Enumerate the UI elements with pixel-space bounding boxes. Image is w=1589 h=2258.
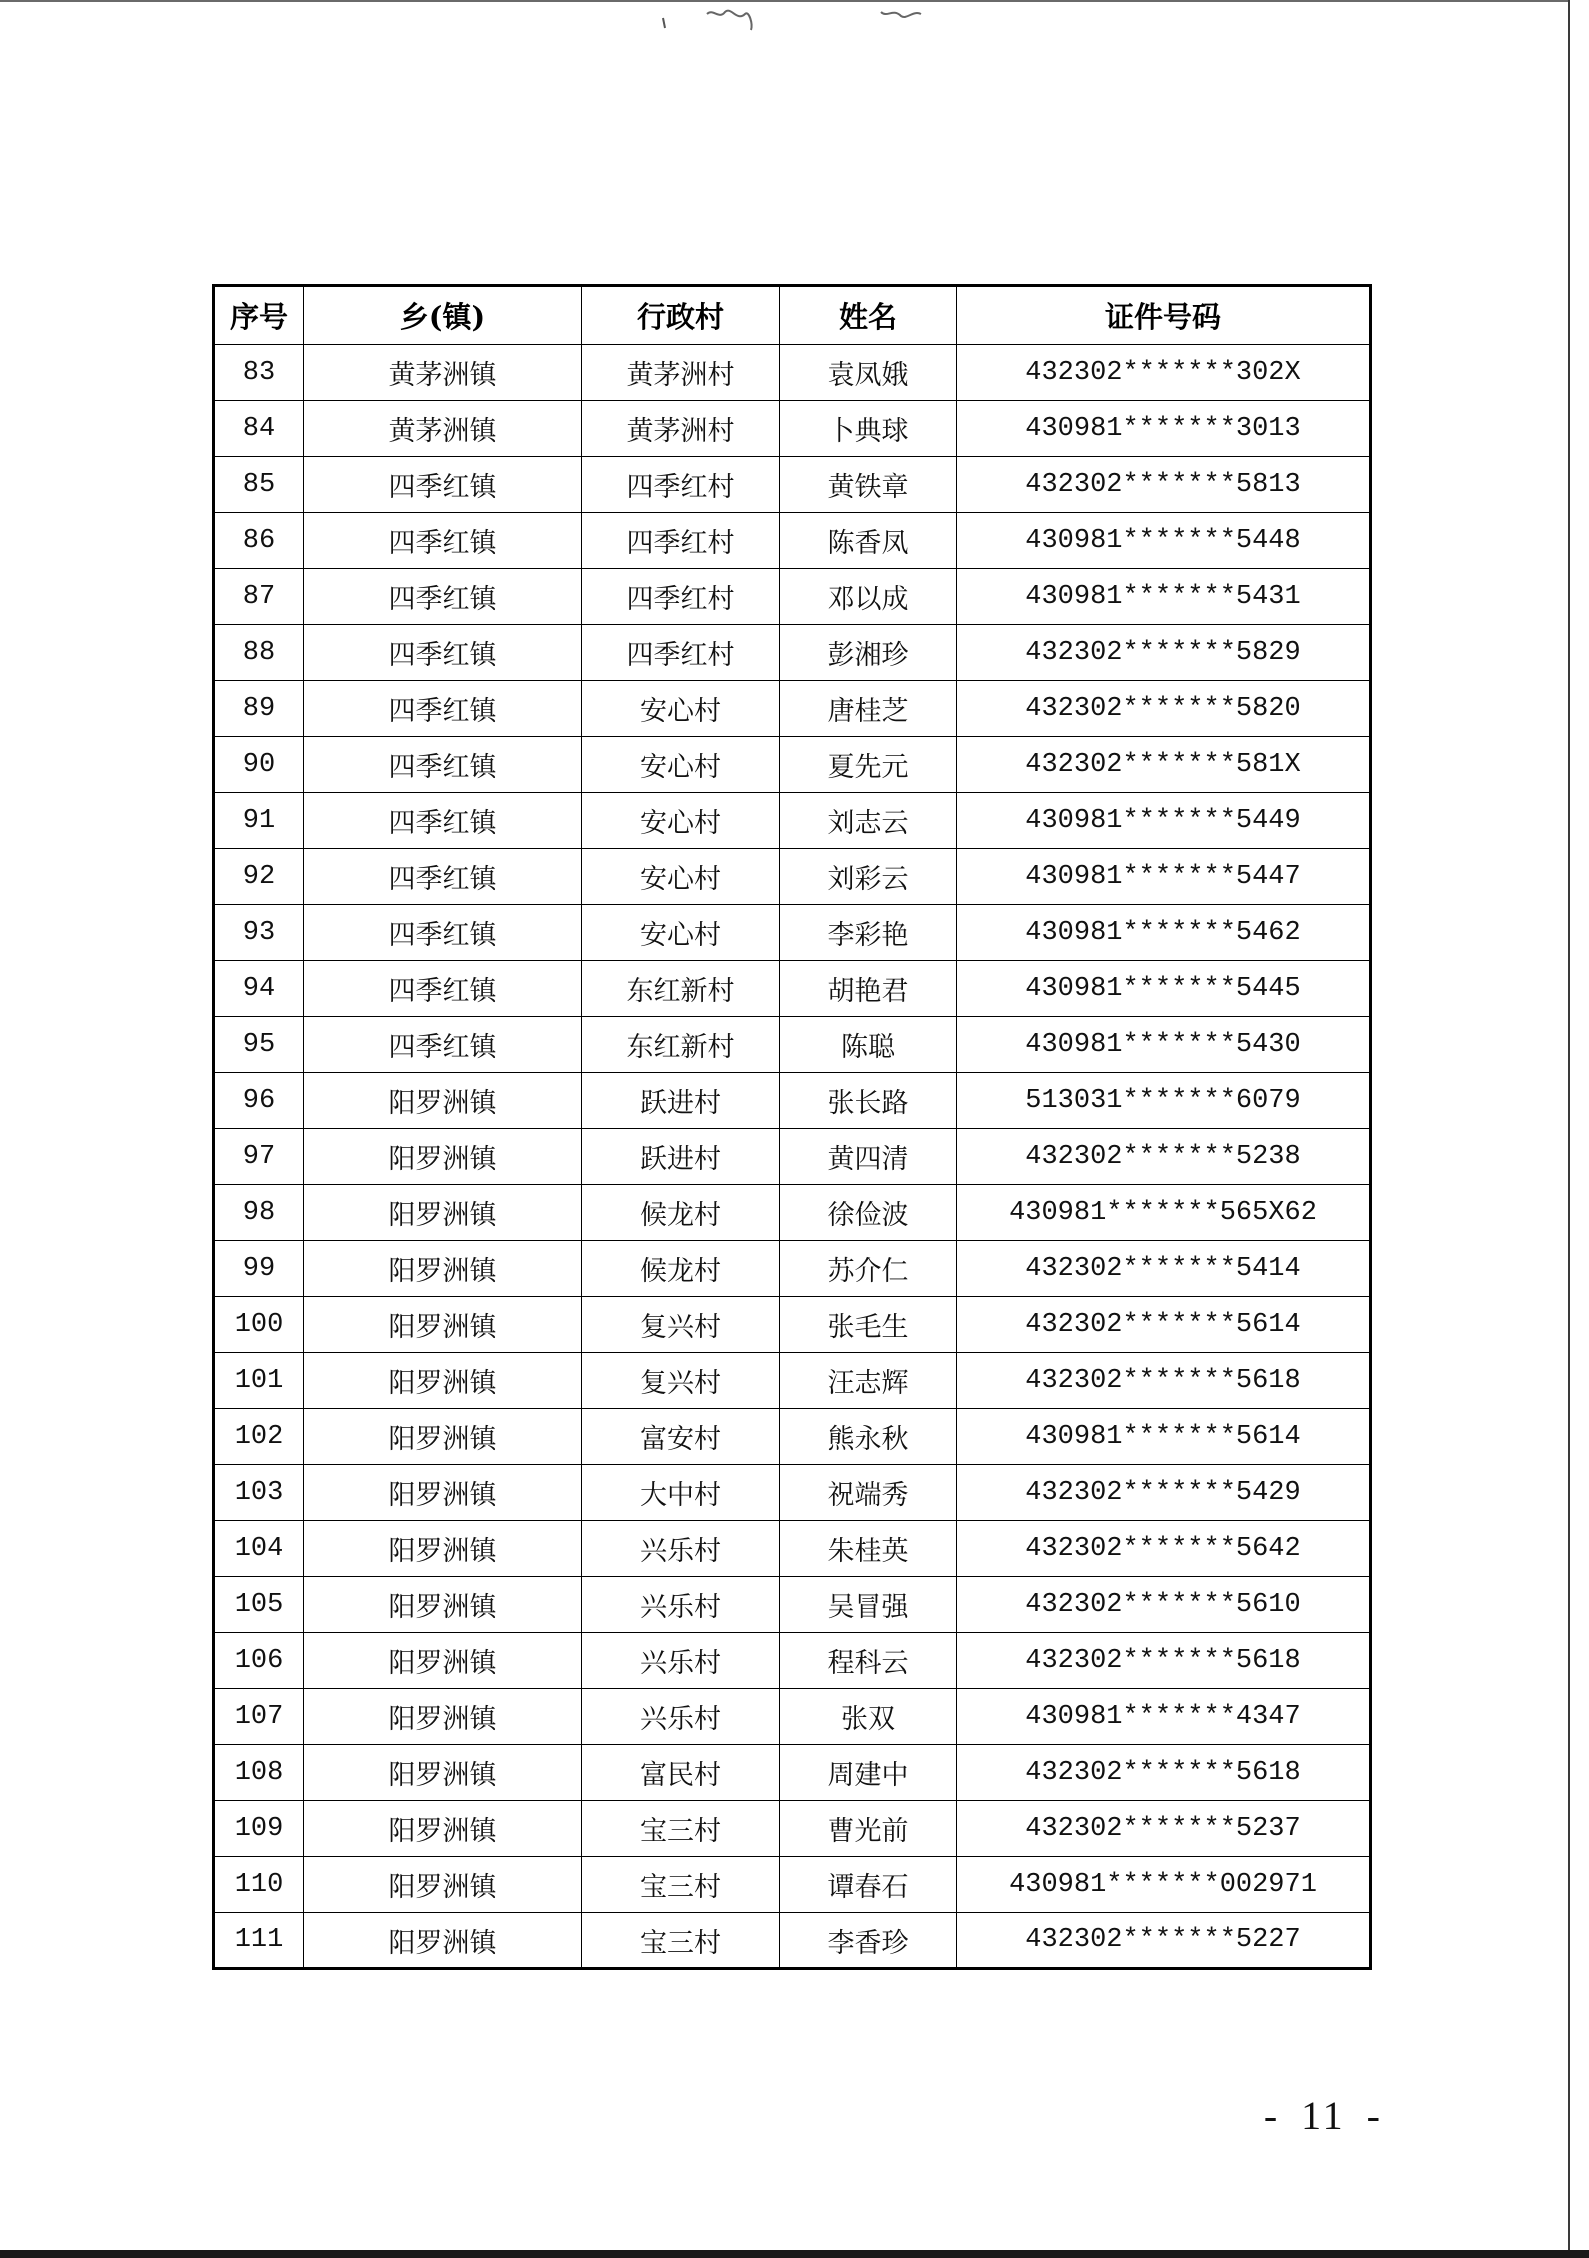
name-cell: 卜典球 [780, 401, 957, 457]
table-row [214, 1633, 1371, 1689]
table-row [214, 1241, 1371, 1297]
name-cell: 徐俭波 [780, 1185, 957, 1241]
table-row [214, 1129, 1371, 1185]
serial-cell: 98 [214, 1185, 304, 1241]
name-cell: 黄铁章 [780, 457, 957, 513]
serial-cell: 90 [214, 737, 304, 793]
serial-cell: 110 [214, 1857, 304, 1913]
table-row [214, 849, 1371, 905]
name-cell: 祝端秀 [780, 1465, 957, 1521]
header-row [214, 286, 1371, 345]
village-cell: 候龙村 [582, 1241, 780, 1297]
name-cell: 袁凤娥 [780, 345, 957, 401]
village-cell: 兴乐村 [582, 1521, 780, 1577]
town-cell: 阳罗洲镇 [304, 1185, 582, 1241]
table-row [214, 1017, 1371, 1073]
table-row [214, 1465, 1371, 1521]
serial-cell: 87 [214, 569, 304, 625]
id-number-cell: 432302*******5238 [957, 1129, 1371, 1185]
name-cell: 朱桂英 [780, 1521, 957, 1577]
serial-cell: 107 [214, 1689, 304, 1745]
name-cell: 汪志辉 [780, 1353, 957, 1409]
id-number-cell: 430981*******002971 [957, 1857, 1371, 1913]
village-cell: 安心村 [582, 681, 780, 737]
town-cell: 黄茅洲镇 [304, 401, 582, 457]
serial-cell: 94 [214, 961, 304, 1017]
id-number-cell: 432302*******581X [957, 737, 1371, 793]
town-cell: 四季红镇 [304, 625, 582, 681]
id-number-cell: 430981*******5449 [957, 793, 1371, 849]
village-cell: 富安村 [582, 1409, 780, 1465]
table-row [214, 1521, 1371, 1577]
town-cell: 四季红镇 [304, 793, 582, 849]
name-cell: 张长路 [780, 1073, 957, 1129]
name-cell: 熊永秋 [780, 1409, 957, 1465]
name-cell: 陈香凤 [780, 513, 957, 569]
village-cell: 东红新村 [582, 1017, 780, 1073]
table-row [214, 345, 1371, 401]
village-cell: 安心村 [582, 737, 780, 793]
name-cell: 彭湘珍 [780, 625, 957, 681]
serial-cell: 95 [214, 1017, 304, 1073]
id-number-cell: 430981*******5447 [957, 849, 1371, 905]
id-number-cell: 430981*******5430 [957, 1017, 1371, 1073]
serial-cell: 96 [214, 1073, 304, 1129]
town-cell: 四季红镇 [304, 457, 582, 513]
serial-cell: 84 [214, 401, 304, 457]
village-cell: 四季红村 [582, 569, 780, 625]
town-cell: 阳罗洲镇 [304, 1241, 582, 1297]
table-body [214, 345, 1371, 1969]
name-cell: 张双 [780, 1689, 957, 1745]
id-number-cell: 432302*******5820 [957, 681, 1371, 737]
town-cell: 黄茅洲镇 [304, 345, 582, 401]
id-number-cell: 432302*******5829 [957, 625, 1371, 681]
serial-cell: 88 [214, 625, 304, 681]
scan-edge-top [0, 0, 1570, 2]
id-number-cell: 432302*******302X [957, 345, 1371, 401]
name-cell: 刘彩云 [780, 849, 957, 905]
town-cell: 阳罗洲镇 [304, 1465, 582, 1521]
village-cell: 复兴村 [582, 1297, 780, 1353]
table-row [214, 1913, 1371, 1969]
village-cell: 宝三村 [582, 1857, 780, 1913]
table-row [214, 1857, 1371, 1913]
table-row [214, 1689, 1371, 1745]
id-number-cell: 432302*******5813 [957, 457, 1371, 513]
id-number-cell: 430981*******3013 [957, 401, 1371, 457]
scan-artifact [655, 4, 945, 38]
town-cell: 四季红镇 [304, 569, 582, 625]
serial-cell: 86 [214, 513, 304, 569]
table-row [214, 1297, 1371, 1353]
town-cell: 阳罗洲镇 [304, 1633, 582, 1689]
serial-cell: 106 [214, 1633, 304, 1689]
serial-cell: 85 [214, 457, 304, 513]
table-row [214, 905, 1371, 961]
village-cell: 跃进村 [582, 1073, 780, 1129]
table-row [214, 1745, 1371, 1801]
name-cell: 张毛生 [780, 1297, 957, 1353]
id-number-cell: 432302*******5642 [957, 1521, 1371, 1577]
serial-cell: 111 [214, 1913, 304, 1969]
name-cell: 谭春石 [780, 1857, 957, 1913]
village-cell: 安心村 [582, 905, 780, 961]
name-cell: 唐桂芝 [780, 681, 957, 737]
header-serial: 序号 [214, 286, 304, 345]
table-row [214, 1353, 1371, 1409]
name-cell: 夏先元 [780, 737, 957, 793]
id-number-cell: 432302*******5618 [957, 1633, 1371, 1689]
name-cell: 周建中 [780, 1745, 957, 1801]
table-row [214, 1801, 1371, 1857]
header-id-number: 证件号码 [957, 286, 1371, 345]
town-cell: 阳罗洲镇 [304, 1577, 582, 1633]
id-number-cell: 432302*******5618 [957, 1745, 1371, 1801]
town-cell: 四季红镇 [304, 737, 582, 793]
id-number-cell: 430981*******5448 [957, 513, 1371, 569]
table-row [214, 681, 1371, 737]
id-number-cell: 432302*******5227 [957, 1913, 1371, 1969]
table-row [214, 1073, 1371, 1129]
table-header [214, 286, 1371, 345]
village-cell: 复兴村 [582, 1353, 780, 1409]
name-cell: 苏介仁 [780, 1241, 957, 1297]
id-number-cell: 432302*******5610 [957, 1577, 1371, 1633]
town-cell: 阳罗洲镇 [304, 1521, 582, 1577]
village-cell: 宝三村 [582, 1913, 780, 1969]
village-cell: 四季红村 [582, 513, 780, 569]
village-cell: 黄茅洲村 [582, 345, 780, 401]
table-row [214, 513, 1371, 569]
serial-cell: 93 [214, 905, 304, 961]
village-cell: 四季红村 [582, 457, 780, 513]
serial-cell: 104 [214, 1521, 304, 1577]
page-number: - 11 - [1263, 2093, 1383, 2138]
serial-cell: 101 [214, 1353, 304, 1409]
village-cell: 四季红村 [582, 625, 780, 681]
village-cell: 安心村 [582, 793, 780, 849]
village-cell: 富民村 [582, 1745, 780, 1801]
name-cell: 李香珍 [780, 1913, 957, 1969]
serial-cell: 105 [214, 1577, 304, 1633]
village-cell: 安心村 [582, 849, 780, 905]
village-cell: 兴乐村 [582, 1633, 780, 1689]
table-row [214, 1577, 1371, 1633]
table-row [214, 569, 1371, 625]
serial-cell: 108 [214, 1745, 304, 1801]
village-cell: 候龙村 [582, 1185, 780, 1241]
town-cell: 四季红镇 [304, 961, 582, 1017]
name-cell: 邓以成 [780, 569, 957, 625]
name-cell: 黄四清 [780, 1129, 957, 1185]
table-row [214, 961, 1371, 1017]
name-cell: 程科云 [780, 1633, 957, 1689]
scan-edge-right [1568, 0, 1570, 2258]
town-cell: 阳罗洲镇 [304, 1913, 582, 1969]
village-cell: 东红新村 [582, 961, 780, 1017]
name-cell: 曹光前 [780, 1801, 957, 1857]
header-village: 行政村 [582, 286, 780, 345]
table-row [214, 737, 1371, 793]
name-cell: 吴冒强 [780, 1577, 957, 1633]
serial-cell: 102 [214, 1409, 304, 1465]
town-cell: 四季红镇 [304, 1017, 582, 1073]
village-cell: 大中村 [582, 1465, 780, 1521]
town-cell: 四季红镇 [304, 849, 582, 905]
town-cell: 阳罗洲镇 [304, 1745, 582, 1801]
serial-cell: 89 [214, 681, 304, 737]
table-row [214, 1409, 1371, 1465]
name-cell: 胡艳君 [780, 961, 957, 1017]
town-cell: 阳罗洲镇 [304, 1857, 582, 1913]
town-cell: 阳罗洲镇 [304, 1297, 582, 1353]
town-cell: 阳罗洲镇 [304, 1689, 582, 1745]
header-name: 姓名 [780, 286, 957, 345]
town-cell: 四季红镇 [304, 681, 582, 737]
village-cell: 兴乐村 [582, 1577, 780, 1633]
id-number-cell: 430981*******4347 [957, 1689, 1371, 1745]
serial-cell: 97 [214, 1129, 304, 1185]
roster-table [212, 284, 1372, 1970]
id-number-cell: 430981*******5462 [957, 905, 1371, 961]
serial-cell: 100 [214, 1297, 304, 1353]
id-number-cell: 430981*******565X62 [957, 1185, 1371, 1241]
name-cell: 刘志云 [780, 793, 957, 849]
town-cell: 阳罗洲镇 [304, 1409, 582, 1465]
name-cell: 李彩艳 [780, 905, 957, 961]
id-number-cell: 432302*******5237 [957, 1801, 1371, 1857]
table-row [214, 625, 1371, 681]
village-cell: 跃进村 [582, 1129, 780, 1185]
village-cell: 黄茅洲村 [582, 401, 780, 457]
serial-cell: 103 [214, 1465, 304, 1521]
serial-cell: 91 [214, 793, 304, 849]
table-row [214, 1185, 1371, 1241]
serial-cell: 92 [214, 849, 304, 905]
id-number-cell: 430981*******5431 [957, 569, 1371, 625]
id-number-cell: 432302*******5429 [957, 1465, 1371, 1521]
town-cell: 阳罗洲镇 [304, 1129, 582, 1185]
village-cell: 宝三村 [582, 1801, 780, 1857]
id-number-cell: 430981*******5445 [957, 961, 1371, 1017]
name-cell: 陈聪 [780, 1017, 957, 1073]
town-cell: 阳罗洲镇 [304, 1073, 582, 1129]
id-number-cell: 430981*******5614 [957, 1409, 1371, 1465]
serial-cell: 99 [214, 1241, 304, 1297]
scan-edge-bottom [0, 2250, 1589, 2258]
village-cell: 兴乐村 [582, 1689, 780, 1745]
header-town: 乡(镇) [304, 286, 582, 345]
town-cell: 四季红镇 [304, 513, 582, 569]
table-row [214, 457, 1371, 513]
town-cell: 四季红镇 [304, 905, 582, 961]
id-number-cell: 432302*******5618 [957, 1353, 1371, 1409]
serial-cell: 83 [214, 345, 304, 401]
table-row [214, 793, 1371, 849]
table-row [214, 401, 1371, 457]
town-cell: 阳罗洲镇 [304, 1353, 582, 1409]
town-cell: 阳罗洲镇 [304, 1801, 582, 1857]
id-number-cell: 513031*******6079 [957, 1073, 1371, 1129]
serial-cell: 109 [214, 1801, 304, 1857]
id-number-cell: 432302*******5614 [957, 1297, 1371, 1353]
id-number-cell: 432302*******5414 [957, 1241, 1371, 1297]
